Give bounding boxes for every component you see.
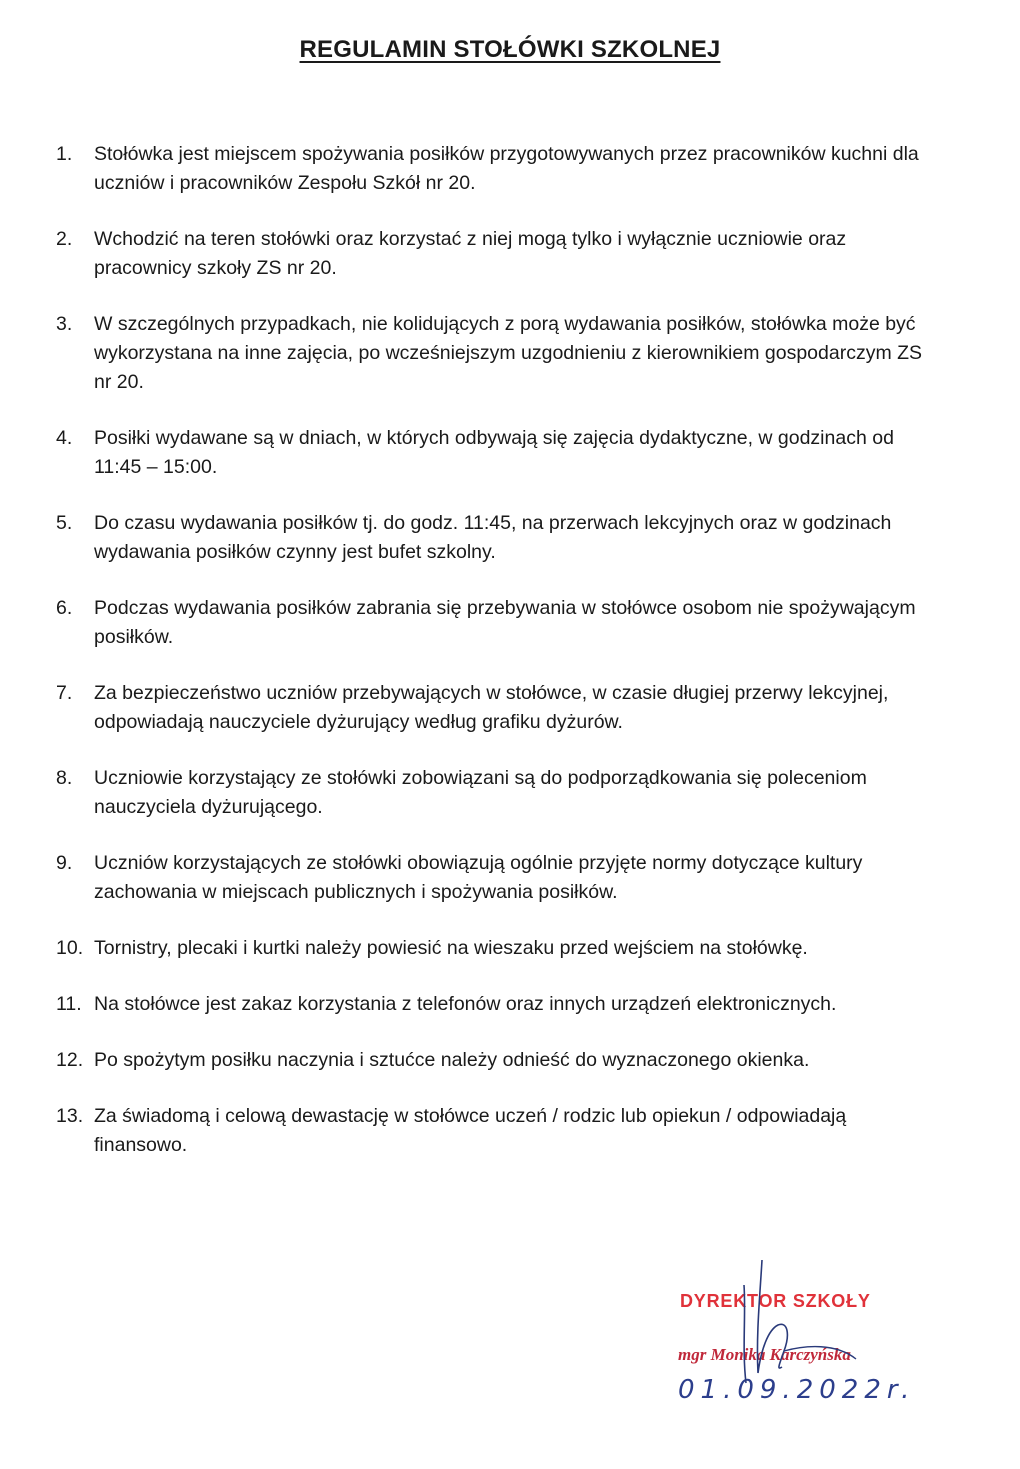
- rule-number: 5.: [56, 512, 73, 534]
- director-stamp: [676, 1255, 916, 1415]
- rule-text: W szczególnych przypadkach, nie kolidujących z porą wydawania posiłków, stołówka może być wykorzystana na inne zajęcia, po wcześniejszym uzgodnieniu z kierownikiem gospodarczym ZS nr 20.: [94, 313, 923, 393]
- rule-number: 1.: [56, 143, 73, 165]
- rule-text: Po spożytym posiłku naczynia i sztućce należy odnieść do wyznaczonego okienka.: [94, 1049, 810, 1071]
- rule-item: [56, 1102, 936, 1160]
- rule-text: Posiłki wydawane są w dniach, w których odbywają się zajęcia dydaktyczne, w godzinach od 11:45 – 15:00.: [94, 427, 894, 478]
- rule-number: 11.: [56, 993, 82, 1015]
- rule-number: 13.: [56, 1105, 84, 1127]
- rules-list: [56, 140, 936, 1187]
- rule-number: 6.: [56, 597, 73, 619]
- rule-item: [56, 140, 936, 198]
- rule-number: 3.: [56, 313, 73, 335]
- rule-text: Uczniów korzystających ze stołówki obowiązują ogólnie przyjęte normy dotyczące kultury zachowania w miejscach publicznych i spożywania posiłków.: [94, 852, 863, 903]
- rule-number: 2.: [56, 228, 73, 250]
- stamp-title: DYREKTOR SZKOŁY: [680, 1291, 871, 1311]
- rule-item: [56, 679, 936, 737]
- rule-number: 8.: [56, 767, 73, 789]
- rule-item: [56, 310, 936, 397]
- rule-number: 10.: [56, 937, 84, 959]
- rule-text: Stołówka jest miejscem spożywania posiłków przygotowywanych przez pracowników kuchni dla uczniów i pracowników Zespołu Szkół nr 20.: [94, 143, 919, 194]
- rule-item: [56, 934, 936, 963]
- rule-item: [56, 509, 936, 567]
- document-title: REGULAMIN STOŁÓWKI SZKOLNEJ: [299, 36, 721, 63]
- stamp-name: mgr Monika Karczyńska: [678, 1345, 851, 1364]
- rule-text: Za świadomą i celową dewastację w stołówce uczeń / rodzic lub opiekun / odpowiadają finansowo.: [94, 1105, 847, 1156]
- rule-item: [56, 849, 936, 907]
- rule-text: Na stołówce jest zakaz korzystania z telefonów oraz innych urządzeń elektronicznych.: [94, 993, 837, 1015]
- signature-icon: [706, 1255, 866, 1405]
- rule-number: 9.: [56, 852, 73, 874]
- rule-item: [56, 990, 936, 1019]
- rule-number: 12.: [56, 1049, 84, 1071]
- rule-text: Uczniowie korzystający ze stołówki zobowiązani są do podporządkowania się poleceniom nauczyciela dyżurującego.: [94, 767, 867, 818]
- rule-text: Tornistry, plecaki i kurtki należy powiesić na wieszaku przed wejściem na stołówkę.: [94, 937, 808, 959]
- rule-item: [56, 225, 936, 283]
- rule-item: [56, 1046, 936, 1075]
- rule-text: Wchodzić na teren stołówki oraz korzystać z niej mogą tylko i wyłącznie uczniowie oraz pracownicy szkoły ZS nr 20.: [94, 228, 847, 279]
- rule-item: [56, 424, 936, 482]
- rule-text: Do czasu wydawania posiłków tj. do godz. 11:45, na przerwach lekcyjnych oraz w godzinach wydawania posiłków czynny jest bufet szkolny.: [94, 512, 892, 563]
- handwritten-date: 01.09.2022r.: [678, 1375, 916, 1405]
- rule-item: [56, 594, 936, 652]
- rule-number: 4.: [56, 427, 73, 449]
- rule-number: 7.: [56, 682, 73, 704]
- rule-text: Podczas wydawania posiłków zabrania się przebywania w stołówce osobom nie spożywającym posiłków.: [94, 597, 916, 648]
- rule-text: Za bezpieczeństwo uczniów przebywających w stołówce, w czasie długiej przerwy lekcyjnej, odpowiadają nauczyciele dyżurujący według grafiku dyżurów.: [94, 682, 889, 733]
- rule-item: [56, 764, 936, 822]
